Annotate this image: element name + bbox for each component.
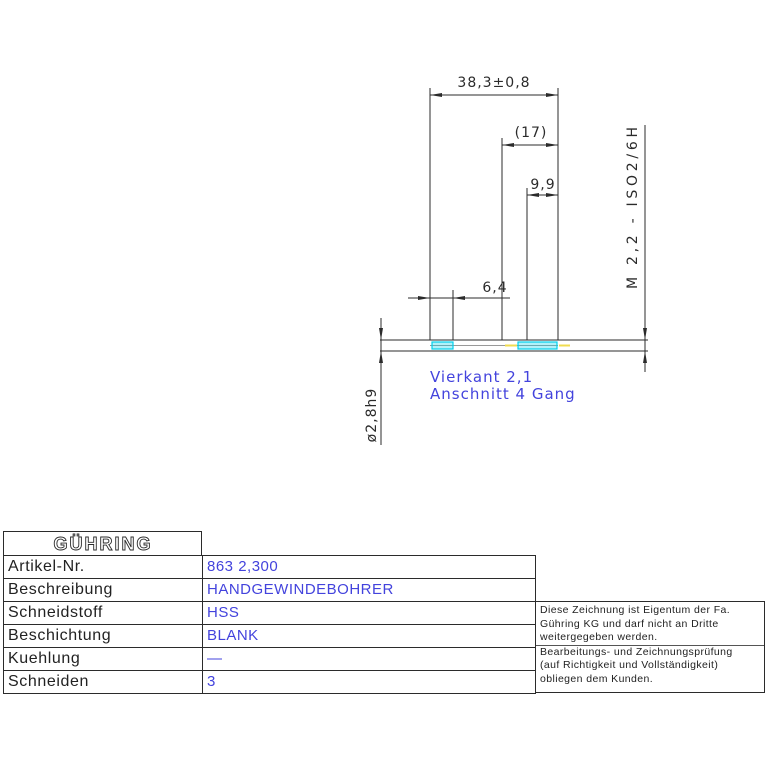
dimension-label-shank-diameter: ø2,8h9 xyxy=(364,387,380,443)
arrowhead-right xyxy=(546,93,558,97)
arrowhead-down xyxy=(379,328,383,340)
square-section-highlight xyxy=(432,342,453,349)
dimension-label-thread-length: 9,9 xyxy=(530,177,556,193)
dimension-reference-length xyxy=(502,125,558,340)
table-row xyxy=(4,671,536,694)
logo-cell xyxy=(3,531,202,555)
row-value: 3 xyxy=(203,671,536,694)
table-row xyxy=(4,579,536,602)
arrowhead-left xyxy=(527,193,539,197)
disclaimer-line: obliegen dem Kunden. xyxy=(540,672,654,685)
row-value: HANDGEWINDEBOHRER xyxy=(203,579,536,602)
row-value: HSS xyxy=(203,602,536,625)
note-chamfer: Anschnitt 4 Gang xyxy=(430,385,576,403)
note-square: Vierkant 2,1 xyxy=(430,368,534,386)
drawing-notes xyxy=(430,368,576,403)
row-label: Schneiden xyxy=(4,671,203,694)
dimension-label-thread: M 2,2 - ISO2/6H xyxy=(625,127,641,289)
disclaimer-line: Gühring KG und darf nicht an Dritte xyxy=(540,617,719,630)
table-row xyxy=(4,602,536,625)
tool-body xyxy=(380,340,648,351)
row-label: Beschichtung xyxy=(4,625,203,648)
arrowhead-left xyxy=(430,93,442,97)
table-row xyxy=(4,556,536,579)
row-value: 863 2,300 xyxy=(203,556,536,579)
table-row xyxy=(4,625,536,648)
arrowhead-up xyxy=(643,351,647,363)
arrowhead-down xyxy=(643,328,647,340)
row-value: BLANK xyxy=(203,625,536,648)
dimension-overall-length xyxy=(430,75,558,340)
arrowhead-left xyxy=(502,143,514,147)
thread-section-highlight xyxy=(518,342,557,349)
guehring-logo xyxy=(4,532,201,555)
arrowhead-right xyxy=(453,296,465,300)
arrowhead-left xyxy=(418,296,430,300)
disclaimer-line: Diese Zeichnung ist Eigentum der Fa. xyxy=(540,604,731,616)
disclaimer-line: weitergegeben werden. xyxy=(540,631,658,643)
dimension-thread-length xyxy=(527,177,558,340)
dimension-thread xyxy=(625,125,647,372)
row-value: — xyxy=(203,648,536,671)
ownership-notice xyxy=(540,604,764,645)
dimension-shank-diameter xyxy=(364,318,383,445)
disclaimer-box xyxy=(535,601,765,693)
title-block xyxy=(3,531,535,694)
disclaimer-line: Bearbeitungs- und Zeichnungsprüfung xyxy=(540,645,733,658)
disclaimer-line: (auf Richtigkeit und Vollständigkeit) xyxy=(540,659,719,671)
dimension-label-reference-length: (17) xyxy=(514,125,548,141)
review-notice xyxy=(536,645,764,687)
row-label: Beschreibung xyxy=(4,579,203,602)
row-label: Kuehlung xyxy=(4,648,203,671)
dimension-square-length xyxy=(408,280,510,340)
properties-table xyxy=(3,555,536,694)
arrowhead-right xyxy=(546,193,558,197)
arrowhead-up xyxy=(379,351,383,363)
dimension-label-square-length: 6,4 xyxy=(482,280,508,296)
logo-text: GÜHRING xyxy=(53,534,153,554)
table-row xyxy=(4,648,536,671)
row-label: Artikel-Nr. xyxy=(4,556,203,579)
row-label: Schneidstoff xyxy=(4,602,203,625)
arrowhead-right xyxy=(546,143,558,147)
dimension-label-overall-length: 38,3±0,8 xyxy=(457,75,531,91)
